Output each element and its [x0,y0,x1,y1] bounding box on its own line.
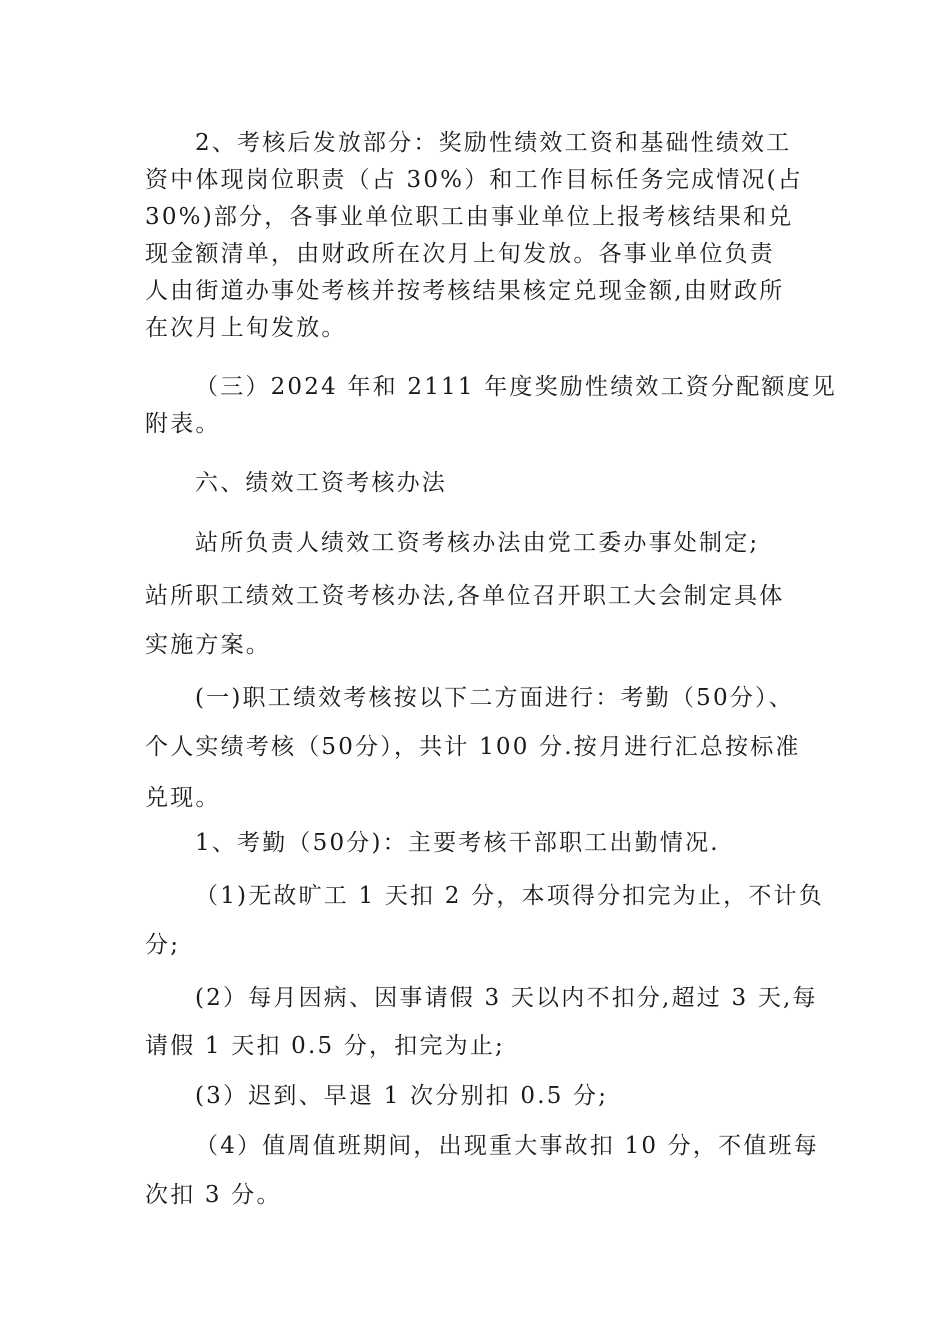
paragraph-line: 资中体现岗位职责（占 30%）和工作目标任务完成情况(占 [145,167,804,193]
paragraph-line: 站所职工绩效工资考核办法,各单位召开职工大会制定具体 [145,583,785,609]
paragraph-line: 站所负责人绩效工资考核办法由党工委办事处制定; [195,530,760,556]
paragraph-line: 现金额清单，由财政所在次月上旬发放。各事业单位负责 [145,241,775,267]
paragraph-line: 1、考勤（50分)：主要考核干部职工出勤情况. [195,830,720,856]
paragraph-line: 实施方案。 [145,632,271,658]
paragraph-line: (3）迟到、早退 1 次分别扣 0.5 分; [195,1083,609,1109]
paragraph-line: 兑现。 [145,785,221,811]
paragraph-line: 人由街道办事处考核并按考核结果核定兑现金额,由财政所 [145,278,785,304]
paragraph-line: 请假 1 天扣 0.5 分，扣完为止; [145,1033,506,1059]
paragraph-line: 在次月上旬发放。 [145,315,347,341]
paragraph-line: 2、考核后发放部分：奖励性绩效工资和基础性绩效工 [195,130,792,156]
paragraph-line: 次扣 3 分。 [145,1182,282,1208]
paragraph-line: （三）2024 年和 2111 年度奖励性绩效工资分配额度见 [195,374,837,400]
section-heading: 六、绩效工资考核办法 [195,470,447,496]
paragraph-line: 30%)部分，各事业单位职工由事业单位上报考核结果和兑 [145,204,794,230]
paragraph-line: （4）值周值班期间，出现重大事故扣 10 分，不值班每 [195,1133,819,1159]
paragraph-line: (2）每月因病、因事请假 3 天以内不扣分,超过 3 天,每 [195,985,818,1011]
paragraph-line: （1)无故旷工 1 天扣 2 分，本项得分扣完为止，不计负 [195,883,824,909]
paragraph-line: (一)职工绩效考核按以下二方面进行：考勤（50分）、 [195,685,794,711]
paragraph-line: 分; [145,932,181,958]
paragraph-line: 附表。 [145,411,221,437]
paragraph-line: 个人实绩考核（50分），共计 100 分.按月进行汇总按标准 [145,734,801,760]
